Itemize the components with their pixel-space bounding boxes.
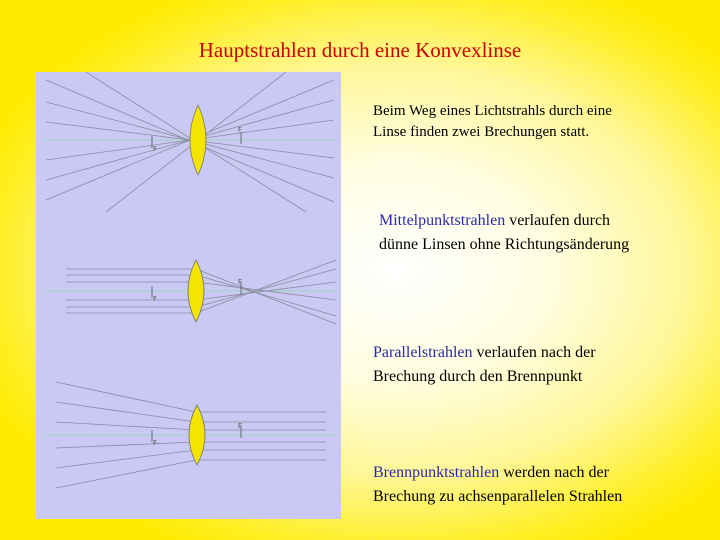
focus-label-right-3: F [238, 422, 243, 430]
focal-rays-line-1: Brennpunktstrahlen werden nach der [373, 464, 609, 481]
page-title: Hauptstrahlen durch eine Konvexlinse [198, 38, 522, 62]
focal-rays-term: Brennpunktstrahlen [373, 464, 500, 481]
diagram-center-rays [44, 72, 336, 212]
intro-line-1: Beim Weg eines Lichtstrahls durch eine [373, 103, 612, 119]
focus-label-left-2: F [153, 295, 158, 303]
parallel-rays-line-2: Brechung durch den Brennpunkt [373, 368, 583, 385]
lens-diagrams [36, 72, 341, 519]
convex-lens-1 [190, 105, 206, 175]
parallel-rays-line-1: Parallelstrahlen verlaufen nach der [373, 344, 596, 361]
focus-label-left-1: F [153, 145, 158, 153]
center-rays-term: Mittelpunktstrahlen [379, 212, 506, 229]
parallel-rays-text [373, 341, 596, 389]
focus-label-left-3: F [153, 439, 158, 447]
convex-lens-3 [189, 405, 205, 465]
parallel-rays-term: Parallelstrahlen [373, 344, 473, 361]
center-rays-line-1: Mittelpunktstrahlen verlaufen durch [379, 212, 611, 229]
center-rays-line-2: dünne Linsen ohne Richtungsänderung [379, 236, 630, 253]
focus-label-right-1: F [238, 126, 243, 134]
lens-diagram-panel [36, 72, 341, 519]
focal-rays-line-2: Brechung zu achsenparallelen Strahlen [373, 488, 623, 505]
focal-rays-text [373, 461, 622, 509]
diagram-parallel-rays [44, 260, 336, 324]
intro-text [373, 101, 612, 143]
focus-label-right-2: F [238, 278, 243, 286]
center-rays-text [379, 209, 629, 257]
intro-line-2: Linse finden zwei Brechungen statt. [373, 124, 590, 140]
diagram-focal-rays [44, 382, 336, 488]
